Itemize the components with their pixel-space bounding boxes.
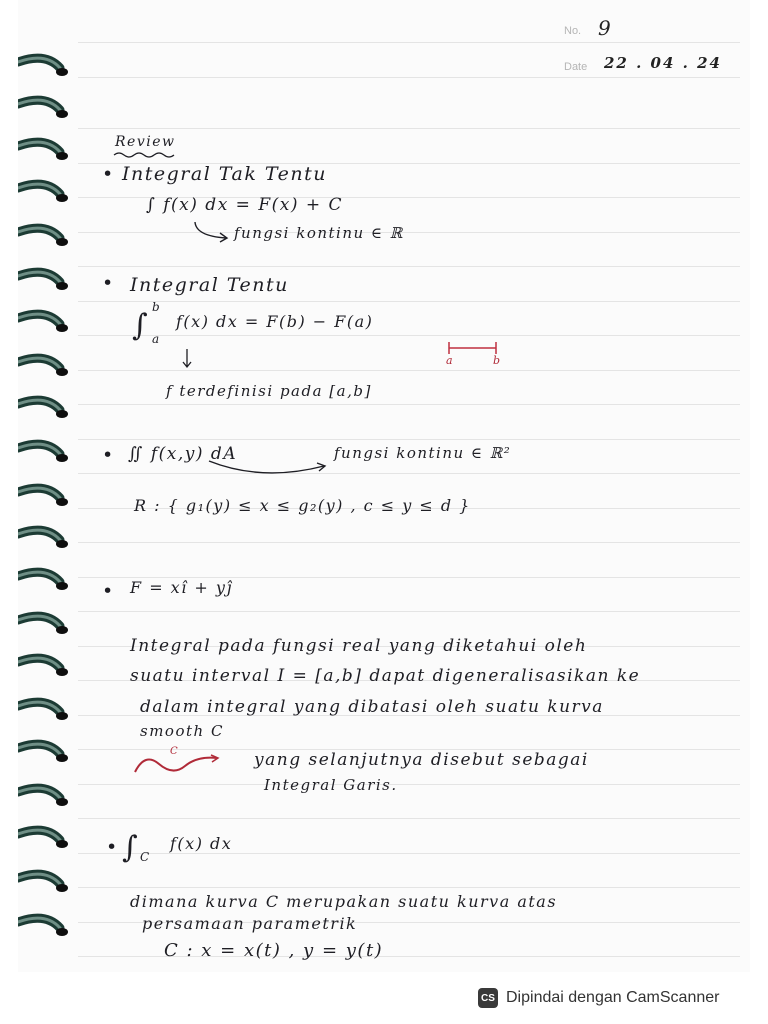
- curve-label: C: [170, 746, 180, 757]
- paragraph-line: yang selanjutnya disebut sebagai: [254, 750, 589, 770]
- date-value: 22 . 04 . 24: [604, 54, 722, 72]
- bullet-dot: •: [106, 836, 119, 858]
- review-heading: Review: [115, 134, 176, 150]
- camscanner-logo-icon: CS: [478, 988, 498, 1008]
- notebook-page: [18, 0, 750, 972]
- paragraph-line: Integral pada fungsi real yang diketahui oleh: [130, 636, 588, 656]
- indefinite-integral-note: fungsi kontinu ∈ ℝ: [234, 224, 404, 242]
- bullet-dot: •: [102, 163, 115, 185]
- definite-integral-lower-limit: a: [152, 332, 161, 346]
- indefinite-integral-formula: ∫ f(x) dx = F(x) + C: [146, 195, 344, 215]
- definite-integral-note: f terdefinisi pada [a,b]: [166, 382, 372, 400]
- line-integral-subscript: C: [140, 850, 151, 864]
- interval-label-b: b: [493, 354, 502, 367]
- page-number-value: 9: [598, 16, 611, 40]
- double-integral-note: fungsi kontinu ∈ ℝ²: [334, 444, 512, 462]
- definite-integral-formula: f(x) dx = F(b) − F(a): [176, 312, 374, 331]
- camscanner-watermark: [478, 984, 750, 1012]
- paragraph-line: persamaan parametrik: [142, 914, 358, 933]
- bullet-dot: •: [102, 272, 115, 294]
- integral-sign-icon: ∫: [132, 308, 150, 343]
- paragraph-line: smooth C: [140, 722, 224, 740]
- date-label: Date: [564, 61, 588, 73]
- indefinite-integral-title: Integral Tak Tentu: [122, 163, 327, 185]
- curved-arrow-icon: [206, 458, 332, 478]
- region-definition: R : { g₁(y) ≤ x ≤ g₂(y) , c ≤ y ≤ d }: [134, 496, 471, 515]
- hook-arrow-icon: [192, 220, 232, 246]
- review-underline: [113, 151, 175, 159]
- bullet-dot: •: [102, 444, 115, 466]
- line-integral-formula: f(x) dx: [170, 834, 233, 853]
- page-number-label: No.: [564, 25, 582, 37]
- bullet-dot: •: [102, 580, 115, 602]
- camscanner-text: Dipindai dengan CamScanner: [506, 989, 720, 1006]
- double-integral-formula: ∬ f(x,y) dA: [128, 444, 238, 464]
- paragraph-line: Integral Garis.: [264, 776, 398, 794]
- parametric-equation: C : x = x(t) , y = y(t): [164, 940, 384, 961]
- paragraph-line: suatu interval I = [a,b] dapat digeneralisasikan ke: [130, 666, 641, 686]
- definite-integral-title: Integral Tentu: [130, 274, 289, 296]
- down-arrow-icon: [181, 348, 193, 370]
- spiral-binding: [18, 0, 98, 972]
- definite-integral-upper-limit: b: [152, 300, 162, 314]
- paragraph-line: dimana kurva C merupakan suatu kurva atas: [130, 892, 558, 911]
- integral-sign-icon: ∫: [122, 830, 140, 865]
- paragraph-line: dalam integral yang dibatasi oleh suatu kurva: [140, 697, 604, 717]
- vector-field-formula: F = xî + yĵ: [130, 578, 233, 597]
- interval-label-a: a: [446, 354, 455, 367]
